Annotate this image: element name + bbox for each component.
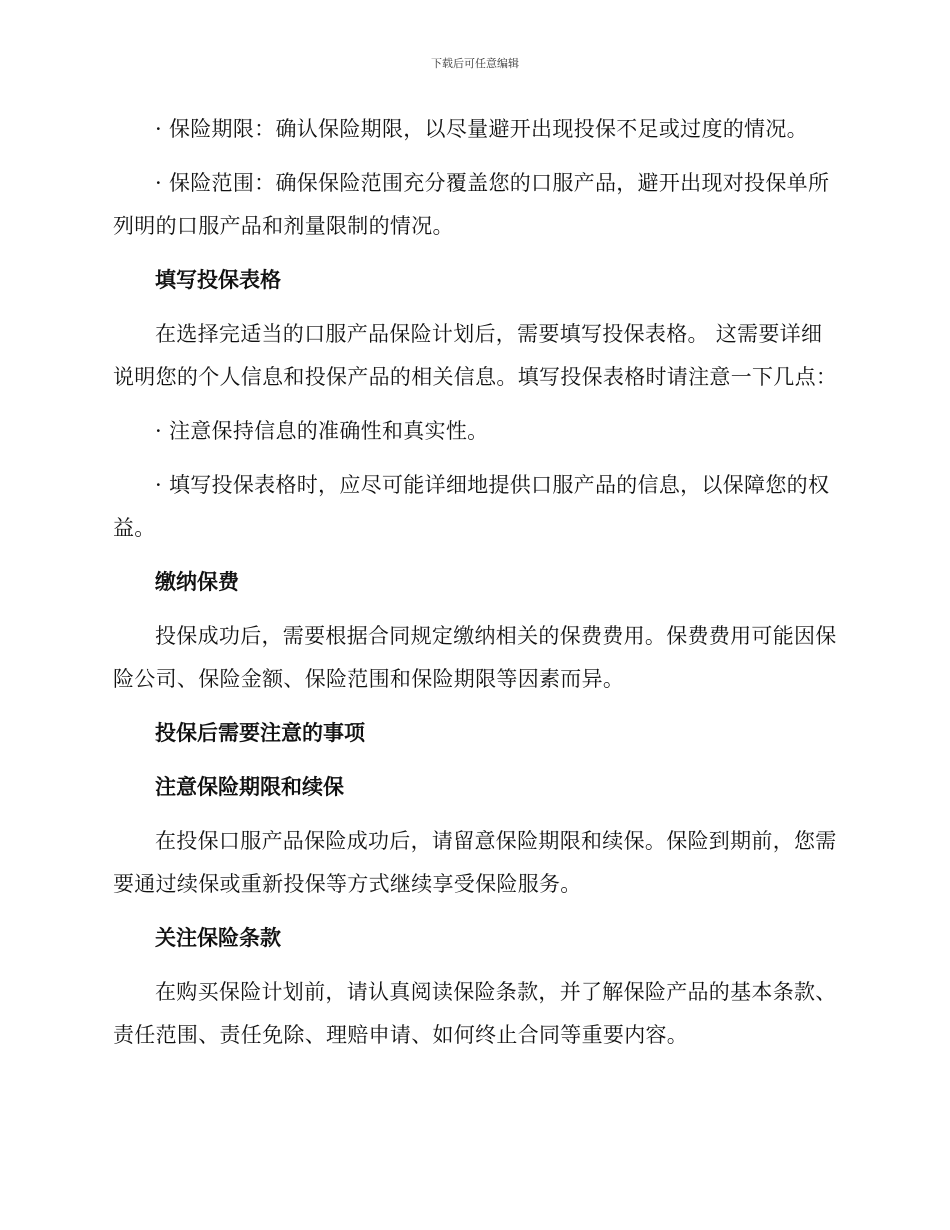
bullet-accuracy: · 注意保持信息的准确性和真实性。 xyxy=(155,419,489,443)
paragraph-pay-premium: 投保成功后，需要根据合同规定缴纳相关的保费费用。保费费用可能因保险公司、保险金额、保险范围和保险期限等因素而异。 xyxy=(113,624,837,691)
bullet-insurance-scope: · 保险范围：确保保险范围充分覆盖您的口服产品，避开出现对投保单所列明的口服产品和剂量限制的情况。 xyxy=(113,171,830,238)
heading-fill-form: 填写投保表格 xyxy=(155,268,281,292)
paragraph-insurance-terms: 在购买保险计划前，请认真阅读保险条款，并了解保险产品的基本条款、责任范围、责任免除、理赔申请、如何终止合同等重要内容。 xyxy=(113,980,837,1047)
heading-insurance-terms: 关注保险条款 xyxy=(155,926,281,950)
paragraph-fill-form: 在选择完适当的口服产品保险计划后，需要填写投保表格。 这需要详细说明您的个人信息和投保产品的相关信息。填写投保表格时请注意一下几点： xyxy=(113,322,838,389)
heading-period-renewal: 注意保险期限和续保 xyxy=(155,775,344,799)
bullet-details: · 填写投保表格时，应尽可能详细地提供口服产品的信息，以保障您的权益。 xyxy=(113,473,830,540)
heading-after-insurance: 投保后需要注意的事项 xyxy=(155,721,365,745)
bullet-insurance-period: · 保险期限：确认保险期限，以尽量避开出现投保不足或过度的情况。 xyxy=(155,117,808,141)
heading-pay-premium: 缴纳保费 xyxy=(155,570,239,594)
document-body xyxy=(113,108,838,1068)
page-header: 下载后可任意编辑 xyxy=(431,57,519,70)
paragraph-period-renewal: 在投保口服产品保险成功后，请留意保险期限和续保。保险到期前，您需要通过续保或重新投保等方式继续享受保险服务。 xyxy=(113,829,837,896)
